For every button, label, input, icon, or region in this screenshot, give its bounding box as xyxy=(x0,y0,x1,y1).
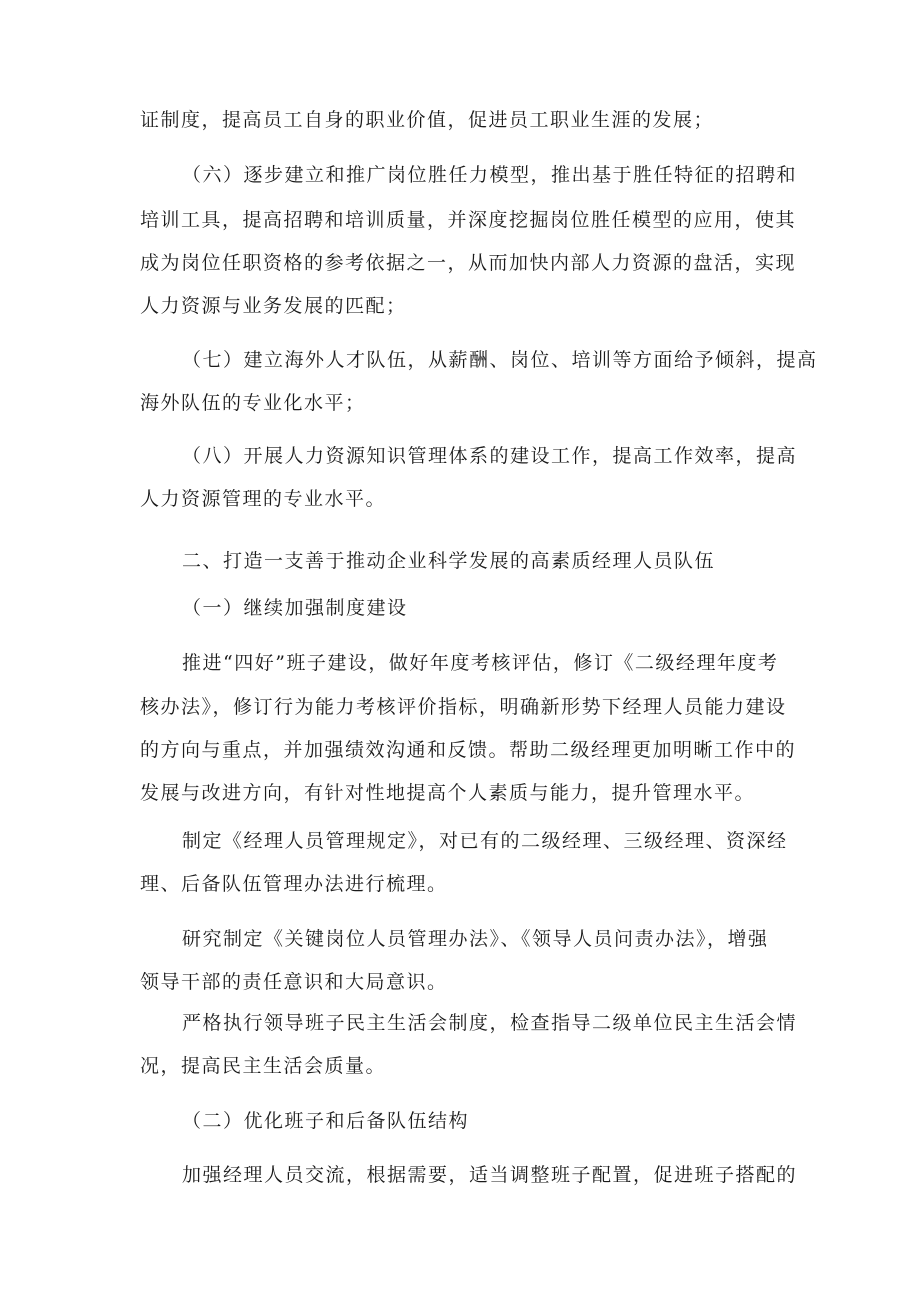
text-line: 的方向与重点，并加强绩效沟通和反馈。帮助二级经理更加明晰工作中的 xyxy=(140,739,797,761)
text-line: 培训工具，提高招聘和培训质量，并深度挖掘岗位胜任模型的应用，使其 xyxy=(140,209,797,231)
text-line: （七）建立海外人才队伍，从薪酬、岗位、培训等方面给予倾斜，提高 xyxy=(182,349,818,371)
text-line: 海外队伍的专业化水平； xyxy=(140,392,366,414)
text-line: 制定《经理人员管理规定》，对已有的二级经理、三级经理、资深经 xyxy=(182,830,788,852)
text-line: 领导干部的责任意识和大局意识。 xyxy=(140,971,448,993)
text-line: 证制度，提高员工自身的职业价值，促进员工职业生涯的发展； xyxy=(140,109,715,131)
subsection-heading: （二）优化班子和后备队伍结构 xyxy=(182,1110,470,1132)
text-line: 研究制定《关键岗位人员管理办法》、《领导人员问责办法》，增强 xyxy=(182,928,769,950)
section-heading: 二、打造一支善于推动企业科学发展的高素质经理人员队伍 xyxy=(182,550,716,572)
text-line: 人力资源与业务发展的匹配； xyxy=(140,295,407,317)
subsection-heading: （一）继续加强制度建设 xyxy=(182,597,408,619)
text-line: 加强经理人员交流，根据需要，适当调整班子配置，促进班子搭配的 xyxy=(182,1164,798,1186)
text-line: 推进“四好”班子建设，做好年度考核评估，修订《二级经理年度考 xyxy=(182,652,779,674)
text-line: 人力资源管理的专业水平。 xyxy=(140,488,387,510)
text-line: （六）逐步建立和推广岗位胜任力模型，推出基于胜任特征的招聘和 xyxy=(182,164,798,186)
text-line: 况，提高民主生活会质量。 xyxy=(140,1055,387,1077)
text-line: （八）开展人力资源知识管理体系的建设工作，提高工作效率，提高 xyxy=(182,445,798,467)
text-line: 成为岗位任职资格的参考依据之一，从而加快内部人力资源的盘活，实现 xyxy=(140,252,797,274)
text-line: 发展与改进方向，有针对性地提高个人素质与能力，提升管理水平。 xyxy=(140,782,756,804)
text-line: 严格执行领导班子民主生活会制度，检查指导二级单位民主生活会情 xyxy=(182,1012,798,1034)
text-line: 核办法》，修订行为能力考核评价指标，明确新形势下经理人员能力建设 xyxy=(140,696,787,718)
text-line: 理、后备队伍管理办法进行梳理。 xyxy=(140,873,448,895)
